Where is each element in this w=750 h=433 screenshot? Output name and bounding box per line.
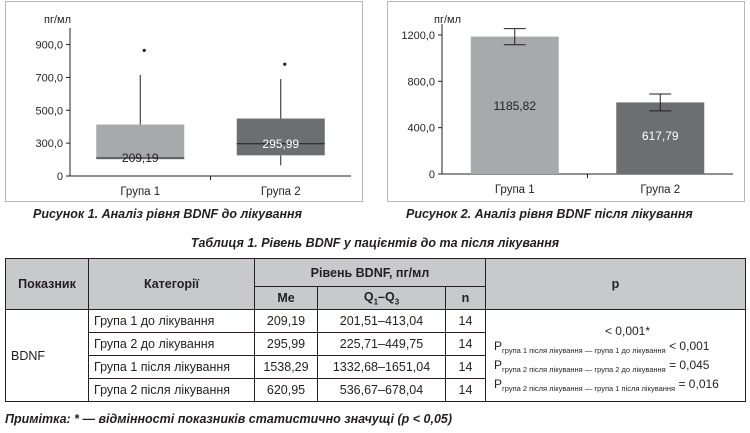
- outlier-point: [283, 63, 286, 66]
- figure-1-boxplot: [5, 1, 363, 202]
- y-tick-label: 500,0: [35, 105, 63, 118]
- x-tick-label: Група 1: [494, 184, 535, 196]
- me-cell: 295,99: [255, 333, 318, 356]
- p-line: $P_{група 2 після лікування — група 2 до лікування} = 0,045$: [494, 358, 710, 374]
- quartile-cell: 201,51–413,04: [318, 310, 446, 333]
- quartile-cell: 225,71–449,75: [318, 333, 446, 356]
- y-tick-label: 800,0: [407, 76, 435, 89]
- category-cell: Група 2 після лікування: [89, 379, 255, 402]
- y-tick-label: 0: [428, 169, 435, 181]
- x-tick-label: Група 1: [120, 186, 161, 198]
- y-axis-unit: пг/мл: [434, 14, 462, 26]
- indicator-cell: BDNF: [6, 310, 89, 402]
- n-cell: 14: [446, 333, 486, 356]
- figure-2-barchart: [387, 1, 745, 202]
- n-cell: 14: [446, 310, 486, 333]
- header-n: n: [446, 287, 486, 310]
- quartile-cell: 1332,68–1651,04: [318, 356, 446, 379]
- n-cell: 14: [446, 379, 486, 402]
- y-axis-unit: пг/мл: [44, 14, 72, 26]
- p-overall: < 0,001*: [604, 324, 651, 338]
- value-label: 1185,82: [493, 99, 536, 113]
- y-tick-label: 400,0: [407, 122, 435, 135]
- figure-1-caption: Рисунок 1. Аналіз рівня BDNF до лікування: [33, 207, 302, 221]
- quartile-cell: 536,67–678,04: [318, 379, 446, 402]
- p-line: $P_{група 2 після лікування — група 1 після лікування} = 0,016$: [494, 377, 719, 393]
- y-tick-label: 900,0: [35, 39, 63, 52]
- header-me: Me: [255, 287, 318, 310]
- table-note: Примітка: * — відмінності показників статистично значущі (p < 0,05): [5, 412, 453, 426]
- y-tick-label: 300,0: [35, 138, 63, 151]
- boxplot-chart: [6, 2, 364, 203]
- value-label: 617,79: [641, 129, 679, 143]
- header-indicator: Показник: [6, 259, 89, 310]
- me-cell: 1538,29: [255, 356, 318, 379]
- me-cell: 209,19: [255, 310, 318, 333]
- y-tick-label: 700,0: [35, 72, 63, 85]
- figure-2-caption: Рисунок 2. Аналіз рівня BDNF після лікування: [406, 207, 693, 221]
- category-cell: Група 1 до лікування: [89, 310, 255, 333]
- bdnf-table: [5, 258, 746, 402]
- median-label: 295,99: [262, 136, 300, 151]
- outlier-point: [143, 49, 146, 52]
- table-row: [6, 310, 746, 333]
- x-tick-label: Група 2: [640, 184, 681, 196]
- header-q1-q3: $Q_1-Q_3$: [318, 287, 446, 310]
- median-label: 209,19: [121, 151, 159, 166]
- table-caption: Таблиця 1. Рівень BDNF у пацієнтів до та після лікування: [190, 236, 560, 250]
- header-category: Категорії: [89, 259, 255, 310]
- header-level: Рівень BDNF, пг/мл: [255, 259, 486, 287]
- category-cell: Група 2 до лікування: [89, 333, 255, 356]
- y-tick-label: 1200,0: [401, 29, 435, 42]
- category-cell: Група 1 після лікування: [89, 356, 255, 379]
- p-value-cell: [486, 310, 746, 402]
- me-cell: 620,95: [255, 379, 318, 402]
- header-p: p: [486, 259, 746, 310]
- x-tick-label: Група 2: [260, 186, 301, 198]
- n-cell: 14: [446, 356, 486, 379]
- bar-chart: [388, 2, 746, 203]
- y-tick-label: 0: [56, 171, 63, 183]
- p-line: $P_{група 1 після лікування — група 1 до лікування} < 0,001$: [494, 339, 710, 355]
